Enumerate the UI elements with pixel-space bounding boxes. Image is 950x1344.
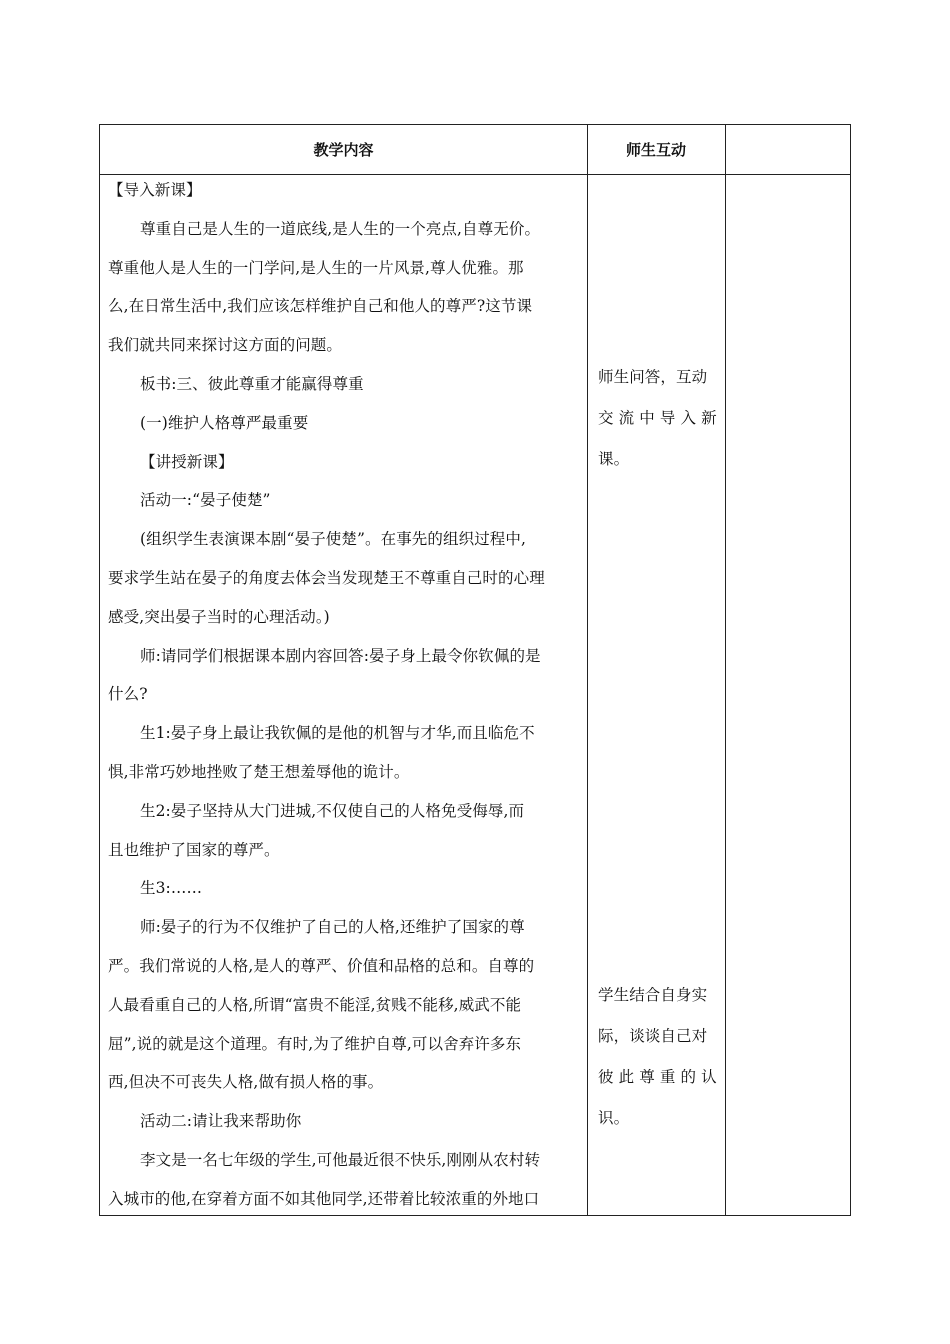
- content-line: 入城市的他,在穿着方面不如其他同学,还带着比较浓重的外地口: [108, 1189, 540, 1208]
- content-line: 尊重他人是人生的一门学问,是人生的一片风景,尊人优雅。那: [108, 258, 524, 277]
- column-divider: [725, 125, 726, 1215]
- interaction-note-line: 学生结合自身实: [598, 986, 708, 1004]
- content-line: 活动二:请让我来帮助你: [140, 1112, 302, 1131]
- content-line: 生3:……: [140, 879, 203, 898]
- content-line: 西,但决不可丧失人格,做有损人格的事。: [108, 1073, 384, 1092]
- content-line: 我们就共同来探讨这方面的问题。: [108, 336, 343, 355]
- header-blank: [725, 125, 850, 174]
- content-line: 【导入新课】: [108, 181, 202, 199]
- content-line: 生2:晏子坚持从大门进城,不仅使自己的人格免受侮辱,而: [140, 801, 525, 820]
- header-teacher-student-interaction: 师生互动: [625, 141, 686, 159]
- content-line: 尊重自己是人生的一道底线,是人生的一个亮点,自尊无价。: [140, 219, 541, 238]
- interaction-note-line: 课。: [598, 450, 630, 468]
- content-line: 且也维护了国家的尊严。: [108, 840, 280, 859]
- content-line: 么,在日常生活中,我们应该怎样维护自己和他人的尊严?这节课: [108, 297, 533, 316]
- content-line: 什么?: [108, 685, 148, 704]
- interaction-note-line: 识。: [598, 1109, 630, 1127]
- content-line: 感受,突出晏子当时的心理活动。): [108, 607, 330, 626]
- column-divider: [587, 125, 588, 1215]
- content-line: (一)维护人格尊严最重要: [140, 413, 309, 432]
- content-line: 严。我们常说的人格,是人的尊严、价值和品格的总和。自尊的: [108, 957, 535, 975]
- interaction-note-line: 师生问答，互动: [598, 368, 708, 386]
- interaction-note-line: 交 流 中 导 入 新: [598, 409, 717, 427]
- header-divider: [100, 174, 850, 175]
- content-line: 屈”,说的就是这个道理。有时,为了维护自尊,可以舍弃许多东: [108, 1034, 522, 1053]
- content-line: (组织学生表演课本剧“晏子使楚”。在事先的组织过程中,: [140, 530, 527, 549]
- content-line: 惧,非常巧妙地挫败了楚王想羞辱他的诡计。: [108, 763, 410, 781]
- content-line: 李文是一名七年级的学生,可他最近很不快乐,刚刚从农村转: [140, 1151, 541, 1169]
- content-line: 生1:晏子身上最让我钦佩的是他的机智与才华,而且临危不: [140, 724, 535, 743]
- header-teaching-content: 教学内容: [313, 141, 374, 159]
- interaction-note-line: 际，谈谈自己对: [598, 1027, 708, 1045]
- lesson-table: [99, 124, 851, 1216]
- content-line: 板书:三、彼此尊重才能赢得尊重: [140, 375, 364, 393]
- content-line: 【讲授新课】: [140, 452, 234, 471]
- content-line: 师:请同学们根据课本剧内容回答:晏子身上最令你钦佩的是: [140, 646, 541, 665]
- interaction-note-line: 彼 此 尊 重 的 认: [598, 1068, 717, 1086]
- content-line: 活动一:“晏子使楚”: [140, 491, 271, 510]
- content-line: 人最看重自己的人格,所谓“富贵不能淫,贫贱不能移,威武不能: [108, 995, 522, 1014]
- content-line: 要求学生站在晏子的角度去体会当发现楚王不尊重自己时的心理: [108, 569, 545, 587]
- content-line: 师:晏子的行为不仅维护了自己的人格,还维护了国家的尊: [140, 918, 525, 937]
